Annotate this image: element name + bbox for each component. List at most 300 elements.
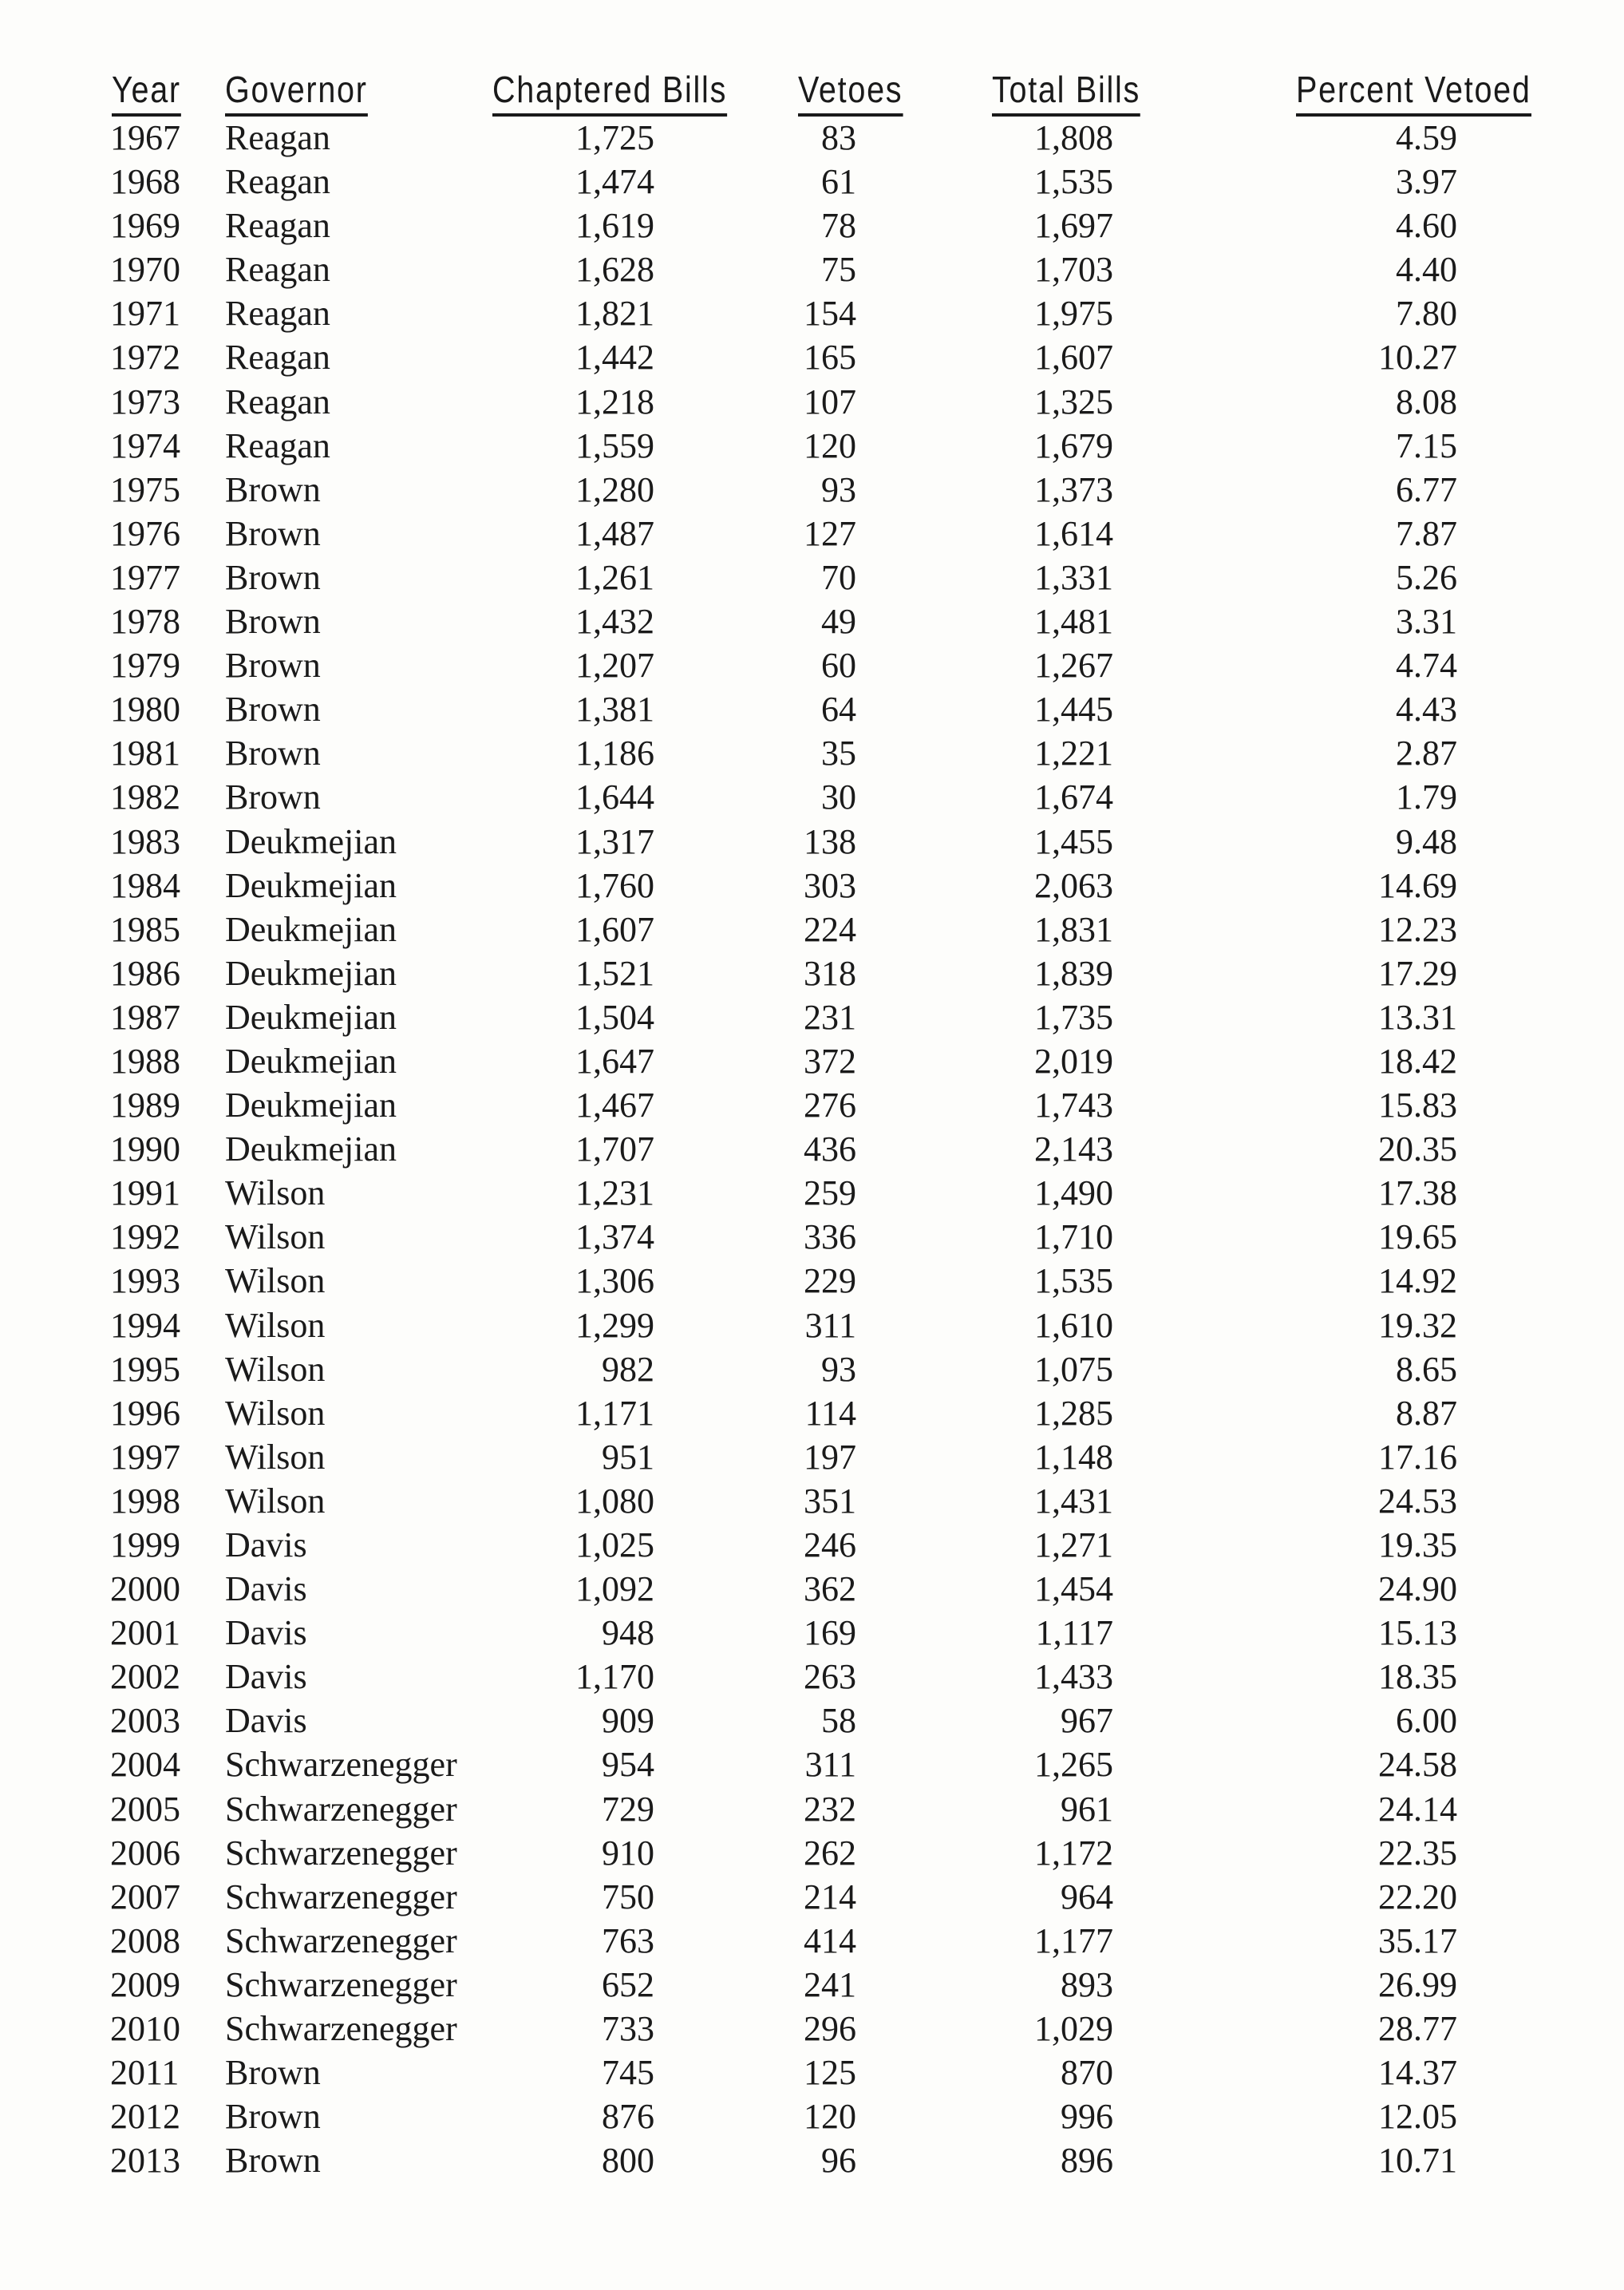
year-cell: 1967 <box>110 118 180 157</box>
year-cell: 2007 <box>110 1877 180 1916</box>
percent-vetoed-cell: 18.42 <box>1378 1041 1457 1081</box>
vetoes-cell: 229 <box>804 1261 856 1301</box>
table-row <box>0 424 1624 468</box>
table-row <box>0 1523 1624 1567</box>
percent-vetoed-cell: 12.05 <box>1378 2097 1457 2137</box>
chaptered-bills-cell: 1,467 <box>575 1086 654 1125</box>
vetoes-cell: 154 <box>804 294 856 334</box>
percent-vetoed-cell: 3.97 <box>1396 162 1457 202</box>
chaptered-bills-cell: 1,707 <box>575 1129 654 1169</box>
governor-cell: Reagan <box>225 338 330 378</box>
vetoes-cell: 197 <box>804 1437 856 1477</box>
percent-vetoed-cell: 8.87 <box>1396 1393 1457 1433</box>
percent-vetoed-cell: 24.58 <box>1378 1745 1457 1785</box>
chaptered-bills-cell: 1,317 <box>575 821 654 861</box>
percent-vetoed-cell: 17.16 <box>1378 1437 1457 1477</box>
chaptered-bills-cell: 1,186 <box>575 734 654 773</box>
vetoes-cell: 60 <box>821 646 856 686</box>
percent-vetoed-cell: 17.38 <box>1378 1173 1457 1213</box>
total-bills-cell: 1,490 <box>1034 1173 1113 1213</box>
chaptered-bills-cell: 1,504 <box>575 997 654 1037</box>
vetoes-cell: 263 <box>804 1657 856 1697</box>
vetoes-cell: 241 <box>804 1964 856 2004</box>
year-cell: 1997 <box>110 1437 180 1477</box>
governor-cell: Wilson <box>225 1349 326 1389</box>
percent-vetoed-cell: 28.77 <box>1378 2009 1457 2049</box>
year-cell: 1971 <box>110 294 180 334</box>
table-row <box>0 1479 1624 1523</box>
percent-vetoed-cell: 4.43 <box>1396 690 1457 730</box>
table-row <box>0 908 1624 951</box>
table-row <box>0 1391 1624 1435</box>
total-bills-cell: 1,610 <box>1034 1305 1113 1345</box>
total-bills-cell: 1,831 <box>1034 909 1113 949</box>
year-cell: 2001 <box>110 1613 180 1653</box>
percent-vetoed-cell: 8.65 <box>1396 1349 1457 1389</box>
year-cell: 1982 <box>110 777 180 817</box>
table-row <box>0 1742 1624 1786</box>
chaptered-bills-cell: 1,821 <box>575 294 654 334</box>
year-cell: 1969 <box>110 206 180 246</box>
governor-cell: Brown <box>225 2141 321 2181</box>
total-bills-cell: 1,431 <box>1034 1481 1113 1521</box>
year-cell: 1973 <box>110 382 180 421</box>
governor-cell: Reagan <box>225 425 330 465</box>
total-bills-cell: 1,481 <box>1034 602 1113 642</box>
percent-vetoed-cell: 14.92 <box>1378 1261 1457 1301</box>
chaptered-bills-cell: 1,231 <box>575 1173 654 1213</box>
table-row <box>0 2007 1624 2051</box>
total-bills-cell: 1,172 <box>1034 1833 1113 1873</box>
total-bills-cell: 1,703 <box>1034 250 1113 290</box>
percent-vetoed-cell: 9.48 <box>1396 821 1457 861</box>
percent-vetoed-cell: 3.31 <box>1396 602 1457 642</box>
total-bills-cell: 1,221 <box>1034 734 1113 773</box>
chaptered-bills-cell: 910 <box>602 1833 654 1873</box>
vetoes-cell: 64 <box>821 690 856 730</box>
year-cell: 2012 <box>110 2097 180 2137</box>
year-cell: 1998 <box>110 1481 180 1521</box>
table-row <box>0 1831 1624 1875</box>
table-row <box>0 380 1624 424</box>
percent-vetoed-cell: 10.27 <box>1378 338 1457 378</box>
vetoes-cell: 83 <box>821 118 856 157</box>
vetoes-cell: 61 <box>821 162 856 202</box>
chaptered-bills-cell: 1,381 <box>575 690 654 730</box>
chaptered-bills-cell: 1,628 <box>575 250 654 290</box>
total-bills-cell: 2,143 <box>1034 1129 1113 1169</box>
vetoes-cell: 165 <box>804 338 856 378</box>
vetoes-cell: 311 <box>804 1305 856 1345</box>
percent-vetoed-cell: 5.26 <box>1396 557 1457 597</box>
percent-vetoed-cell: 19.65 <box>1378 1217 1457 1257</box>
total-bills-cell: 1,735 <box>1034 997 1113 1037</box>
percent-vetoed-cell: 15.13 <box>1378 1613 1457 1653</box>
vetoes-cell: 78 <box>821 206 856 246</box>
governor-cell: Reagan <box>225 382 330 421</box>
percent-vetoed-cell: 18.35 <box>1378 1657 1457 1697</box>
chaptered-bills-cell: 800 <box>602 2141 654 2181</box>
table-row <box>0 468 1624 512</box>
chaptered-bills-cell: 1,261 <box>575 557 654 597</box>
table-row <box>0 1039 1624 1083</box>
governor-cell: Deukmejian <box>225 821 397 861</box>
chaptered-bills-cell: 750 <box>602 1877 654 1916</box>
chaptered-bills-cell: 1,170 <box>575 1657 654 1697</box>
table-row <box>0 731 1624 775</box>
table-row <box>0 1347 1624 1391</box>
total-bills-cell: 1,535 <box>1034 1261 1113 1301</box>
year-cell: 1978 <box>110 602 180 642</box>
governor-cell: Deukmejian <box>225 1086 397 1125</box>
percent-vetoed-cell: 1.79 <box>1396 777 1457 817</box>
total-bills-cell: 1,271 <box>1034 1525 1113 1564</box>
governor-cell: Deukmejian <box>225 997 397 1037</box>
vetoes-cell: 169 <box>804 1613 856 1653</box>
total-bills-cell: 964 <box>1061 1877 1113 1916</box>
percent-vetoed-cell: 13.31 <box>1378 997 1457 1037</box>
total-bills-cell: 1,679 <box>1034 425 1113 465</box>
total-bills-cell: 896 <box>1061 2141 1113 2181</box>
year-cell: 1986 <box>110 953 180 993</box>
total-bills-cell: 1,674 <box>1034 777 1113 817</box>
table-row <box>0 995 1624 1039</box>
table-row <box>0 599 1624 643</box>
vetoes-cell: 58 <box>821 1701 856 1741</box>
total-bills-cell: 967 <box>1061 1701 1113 1741</box>
year-cell: 2002 <box>110 1657 180 1697</box>
governor-cell: Reagan <box>225 162 330 202</box>
total-bills-cell: 893 <box>1061 1964 1113 2004</box>
total-bills-cell: 1,975 <box>1034 294 1113 334</box>
percent-vetoed-cell: 15.83 <box>1378 1086 1457 1125</box>
table-row <box>0 1567 1624 1611</box>
vetoes-cell: 318 <box>804 953 856 993</box>
veto-table-body <box>0 116 1624 2182</box>
header-governor: Governor <box>225 67 368 117</box>
chaptered-bills-cell: 876 <box>602 2097 654 2137</box>
table-row <box>0 1699 1624 1742</box>
year-cell: 2004 <box>110 1745 180 1785</box>
table-row <box>0 291 1624 335</box>
table-row <box>0 1435 1624 1479</box>
chaptered-bills-cell: 1,521 <box>575 953 654 993</box>
governor-cell: Deukmejian <box>225 1041 397 1081</box>
table-row <box>0 1083 1624 1127</box>
chaptered-bills-cell: 1,092 <box>575 1569 654 1609</box>
chaptered-bills-cell: 1,647 <box>575 1041 654 1081</box>
vetoes-cell: 259 <box>804 1173 856 1213</box>
chaptered-bills-cell: 652 <box>602 1964 654 2004</box>
percent-vetoed-cell: 6.77 <box>1396 469 1457 509</box>
chaptered-bills-cell: 1,474 <box>575 162 654 202</box>
year-cell: 2008 <box>110 1920 180 1960</box>
table-row <box>0 643 1624 687</box>
percent-vetoed-cell: 14.37 <box>1378 2053 1457 2093</box>
chaptered-bills-cell: 951 <box>602 1437 654 1477</box>
percent-vetoed-cell: 4.60 <box>1396 206 1457 246</box>
chaptered-bills-cell: 733 <box>602 2009 654 2049</box>
year-cell: 2006 <box>110 1833 180 1873</box>
governor-cell: Wilson <box>225 1437 326 1477</box>
table-row <box>0 2138 1624 2182</box>
chaptered-bills-cell: 1,171 <box>575 1393 654 1433</box>
chaptered-bills-cell: 982 <box>602 1349 654 1389</box>
governor-cell: Reagan <box>225 294 330 334</box>
chaptered-bills-cell: 1,306 <box>575 1261 654 1301</box>
percent-vetoed-cell: 24.53 <box>1378 1481 1457 1521</box>
percent-vetoed-cell: 17.29 <box>1378 953 1457 993</box>
governor-cell: Wilson <box>225 1481 326 1521</box>
vetoes-cell: 436 <box>804 1129 856 1169</box>
governor-cell: Schwarzenegger <box>225 1877 457 1916</box>
governor-cell: Davis <box>225 1657 307 1697</box>
table-row <box>0 1259 1624 1303</box>
total-bills-cell: 1,454 <box>1034 1569 1113 1609</box>
vetoes-cell: 262 <box>804 1833 856 1873</box>
total-bills-cell: 1,148 <box>1034 1437 1113 1477</box>
chaptered-bills-cell: 1,280 <box>575 469 654 509</box>
governor-cell: Davis <box>225 1569 307 1609</box>
total-bills-cell: 1,265 <box>1034 1745 1113 1785</box>
year-cell: 1983 <box>110 821 180 861</box>
table-row <box>0 247 1624 291</box>
vetoes-cell: 70 <box>821 557 856 597</box>
governor-cell: Deukmejian <box>225 865 397 905</box>
vetoes-cell: 311 <box>804 1745 856 1785</box>
total-bills-cell: 1,455 <box>1034 821 1113 861</box>
percent-vetoed-cell: 22.35 <box>1378 1833 1457 1873</box>
year-cell: 1991 <box>110 1173 180 1213</box>
year-cell: 1999 <box>110 1525 180 1564</box>
table-row <box>0 1787 1624 1831</box>
year-cell: 2000 <box>110 1569 180 1609</box>
vetoes-cell: 372 <box>804 1041 856 1081</box>
vetoes-cell: 75 <box>821 250 856 290</box>
chaptered-bills-cell: 1,432 <box>575 602 654 642</box>
vetoes-cell: 35 <box>821 734 856 773</box>
chaptered-bills-cell: 954 <box>602 1745 654 1785</box>
percent-vetoed-cell: 7.15 <box>1396 425 1457 465</box>
table-row <box>0 556 1624 599</box>
total-bills-cell: 1,839 <box>1034 953 1113 993</box>
percent-vetoed-cell: 26.99 <box>1378 1964 1457 2004</box>
vetoes-cell: 125 <box>804 2053 856 2093</box>
table-row <box>0 1919 1624 1963</box>
percent-vetoed-cell: 6.00 <box>1396 1701 1457 1741</box>
vetoes-cell: 93 <box>821 1349 856 1389</box>
year-cell: 1996 <box>110 1393 180 1433</box>
year-cell: 1980 <box>110 690 180 730</box>
governor-cell: Wilson <box>225 1217 326 1257</box>
table-row <box>0 1303 1624 1347</box>
chaptered-bills-cell: 1,374 <box>575 1217 654 1257</box>
governor-cell: Reagan <box>225 206 330 246</box>
vetoes-cell: 138 <box>804 821 856 861</box>
vetoes-cell: 276 <box>804 1086 856 1125</box>
year-cell: 1981 <box>110 734 180 773</box>
percent-vetoed-cell: 19.35 <box>1378 1525 1457 1564</box>
governor-cell: Schwarzenegger <box>225 1745 457 1785</box>
chaptered-bills-cell: 1,207 <box>575 646 654 686</box>
year-cell: 1979 <box>110 646 180 686</box>
year-cell: 2010 <box>110 2009 180 2049</box>
table-row <box>0 2094 1624 2138</box>
table-row <box>0 1127 1624 1171</box>
year-cell: 1995 <box>110 1349 180 1389</box>
governor-cell: Wilson <box>225 1305 326 1345</box>
governor-cell: Brown <box>225 734 321 773</box>
year-cell: 1989 <box>110 1086 180 1125</box>
year-cell: 1985 <box>110 909 180 949</box>
year-cell: 1977 <box>110 557 180 597</box>
table-row <box>0 1611 1624 1655</box>
vetoes-cell: 93 <box>821 469 856 509</box>
governor-cell: Davis <box>225 1701 307 1741</box>
percent-vetoed-cell: 8.08 <box>1396 382 1457 421</box>
chaptered-bills-cell: 1,080 <box>575 1481 654 1521</box>
year-cell: 2013 <box>110 2141 180 2181</box>
total-bills-cell: 870 <box>1061 2053 1113 2093</box>
governor-cell: Davis <box>225 1525 307 1564</box>
percent-vetoed-cell: 4.74 <box>1396 646 1457 686</box>
governor-cell: Brown <box>225 646 321 686</box>
year-cell: 1987 <box>110 997 180 1037</box>
total-bills-cell: 961 <box>1061 1789 1113 1829</box>
total-bills-cell: 1,373 <box>1034 469 1113 509</box>
total-bills-cell: 1,808 <box>1034 118 1113 157</box>
governor-cell: Wilson <box>225 1173 326 1213</box>
vetoes-cell: 303 <box>804 865 856 905</box>
governor-cell: Brown <box>225 513 321 553</box>
table-row <box>0 820 1624 864</box>
total-bills-cell: 2,063 <box>1034 865 1113 905</box>
percent-vetoed-cell: 35.17 <box>1378 1920 1457 1960</box>
header-total-bills: Total Bills <box>992 67 1140 117</box>
year-cell: 2003 <box>110 1701 180 1741</box>
vetoes-cell: 107 <box>804 382 856 421</box>
total-bills-cell: 1,433 <box>1034 1657 1113 1697</box>
table-row <box>0 1171 1624 1215</box>
percent-vetoed-cell: 2.87 <box>1396 734 1457 773</box>
total-bills-cell: 1,075 <box>1034 1349 1113 1389</box>
chaptered-bills-cell: 1,025 <box>575 1525 654 1564</box>
governor-cell: Deukmejian <box>225 909 397 949</box>
chaptered-bills-cell: 1,487 <box>575 513 654 553</box>
governor-cell: Brown <box>225 2097 321 2137</box>
governor-cell: Reagan <box>225 118 330 157</box>
total-bills-cell: 1,607 <box>1034 338 1113 378</box>
chaptered-bills-cell: 1,559 <box>575 425 654 465</box>
chaptered-bills-cell: 948 <box>602 1613 654 1653</box>
chaptered-bills-cell: 1,607 <box>575 909 654 949</box>
chaptered-bills-cell: 729 <box>602 1789 654 1829</box>
year-cell: 1970 <box>110 250 180 290</box>
year-cell: 1993 <box>110 1261 180 1301</box>
governor-cell: Brown <box>225 602 321 642</box>
percent-vetoed-cell: 19.32 <box>1378 1305 1457 1345</box>
year-cell: 2009 <box>110 1964 180 2004</box>
percent-vetoed-cell: 4.40 <box>1396 250 1457 290</box>
vetoes-cell: 224 <box>804 909 856 949</box>
percent-vetoed-cell: 24.90 <box>1378 1569 1457 1609</box>
table-row <box>0 2051 1624 2094</box>
header-chaptered-bills: Chaptered Bills <box>492 67 727 117</box>
governor-cell: Schwarzenegger <box>225 2009 457 2049</box>
year-cell: 2005 <box>110 1789 180 1829</box>
vetoes-cell: 96 <box>821 2141 856 2181</box>
total-bills-cell: 1,743 <box>1034 1086 1113 1125</box>
percent-vetoed-cell: 12.23 <box>1378 909 1457 949</box>
year-cell: 1972 <box>110 338 180 378</box>
year-cell: 1975 <box>110 469 180 509</box>
table-row <box>0 1655 1624 1699</box>
percent-vetoed-cell: 22.20 <box>1378 1877 1457 1916</box>
total-bills-cell: 1,697 <box>1034 206 1113 246</box>
header-year: Year <box>112 67 181 117</box>
header-percent-vetoed: Percent Vetoed <box>1296 67 1531 117</box>
chaptered-bills-cell: 1,218 <box>575 382 654 421</box>
vetoes-cell: 336 <box>804 1217 856 1257</box>
governor-cell: Brown <box>225 2053 321 2093</box>
governor-cell: Schwarzenegger <box>225 1789 457 1829</box>
vetoes-cell: 120 <box>804 425 856 465</box>
total-bills-cell: 1,535 <box>1034 162 1113 202</box>
percent-vetoed-cell: 14.69 <box>1378 865 1457 905</box>
vetoes-cell: 414 <box>804 1920 856 1960</box>
total-bills-cell: 1,117 <box>1035 1613 1113 1653</box>
vetoes-cell: 351 <box>804 1481 856 1521</box>
vetoes-cell: 231 <box>804 997 856 1037</box>
chaptered-bills-cell: 1,725 <box>575 118 654 157</box>
governor-cell: Schwarzenegger <box>225 1833 457 1873</box>
year-cell: 1992 <box>110 1217 180 1257</box>
total-bills-cell: 1,285 <box>1034 1393 1113 1433</box>
governor-cell: Deukmejian <box>225 1129 397 1169</box>
chaptered-bills-cell: 745 <box>602 2053 654 2093</box>
vetoes-cell: 232 <box>804 1789 856 1829</box>
vetoes-cell: 214 <box>804 1877 856 1916</box>
header-vetoes: Vetoes <box>798 67 903 117</box>
table-row <box>0 1215 1624 1259</box>
total-bills-cell: 1,710 <box>1034 1217 1113 1257</box>
year-cell: 1976 <box>110 513 180 553</box>
total-bills-cell: 2,019 <box>1034 1041 1113 1081</box>
chaptered-bills-cell: 909 <box>602 1701 654 1741</box>
governor-cell: Brown <box>225 777 321 817</box>
table-row <box>0 1963 1624 2007</box>
vetoes-cell: 362 <box>804 1569 856 1609</box>
governor-cell: Wilson <box>225 1261 326 1301</box>
percent-vetoed-cell: 24.14 <box>1378 1789 1457 1829</box>
total-bills-cell: 1,177 <box>1034 1920 1113 1960</box>
vetoes-cell: 246 <box>804 1525 856 1564</box>
total-bills-cell: 1,331 <box>1034 557 1113 597</box>
total-bills-cell: 1,029 <box>1034 2009 1113 2049</box>
chaptered-bills-cell: 1,619 <box>575 206 654 246</box>
table-row <box>0 512 1624 556</box>
table-row <box>0 951 1624 995</box>
vetoes-cell: 296 <box>804 2009 856 2049</box>
vetoes-cell: 49 <box>821 602 856 642</box>
year-cell: 1974 <box>110 425 180 465</box>
chaptered-bills-cell: 1,644 <box>575 777 654 817</box>
vetoes-cell: 30 <box>821 777 856 817</box>
table-row <box>0 864 1624 908</box>
vetoes-cell: 114 <box>804 1393 856 1433</box>
total-bills-cell: 1,325 <box>1034 382 1113 421</box>
percent-vetoed-cell: 7.80 <box>1396 294 1457 334</box>
